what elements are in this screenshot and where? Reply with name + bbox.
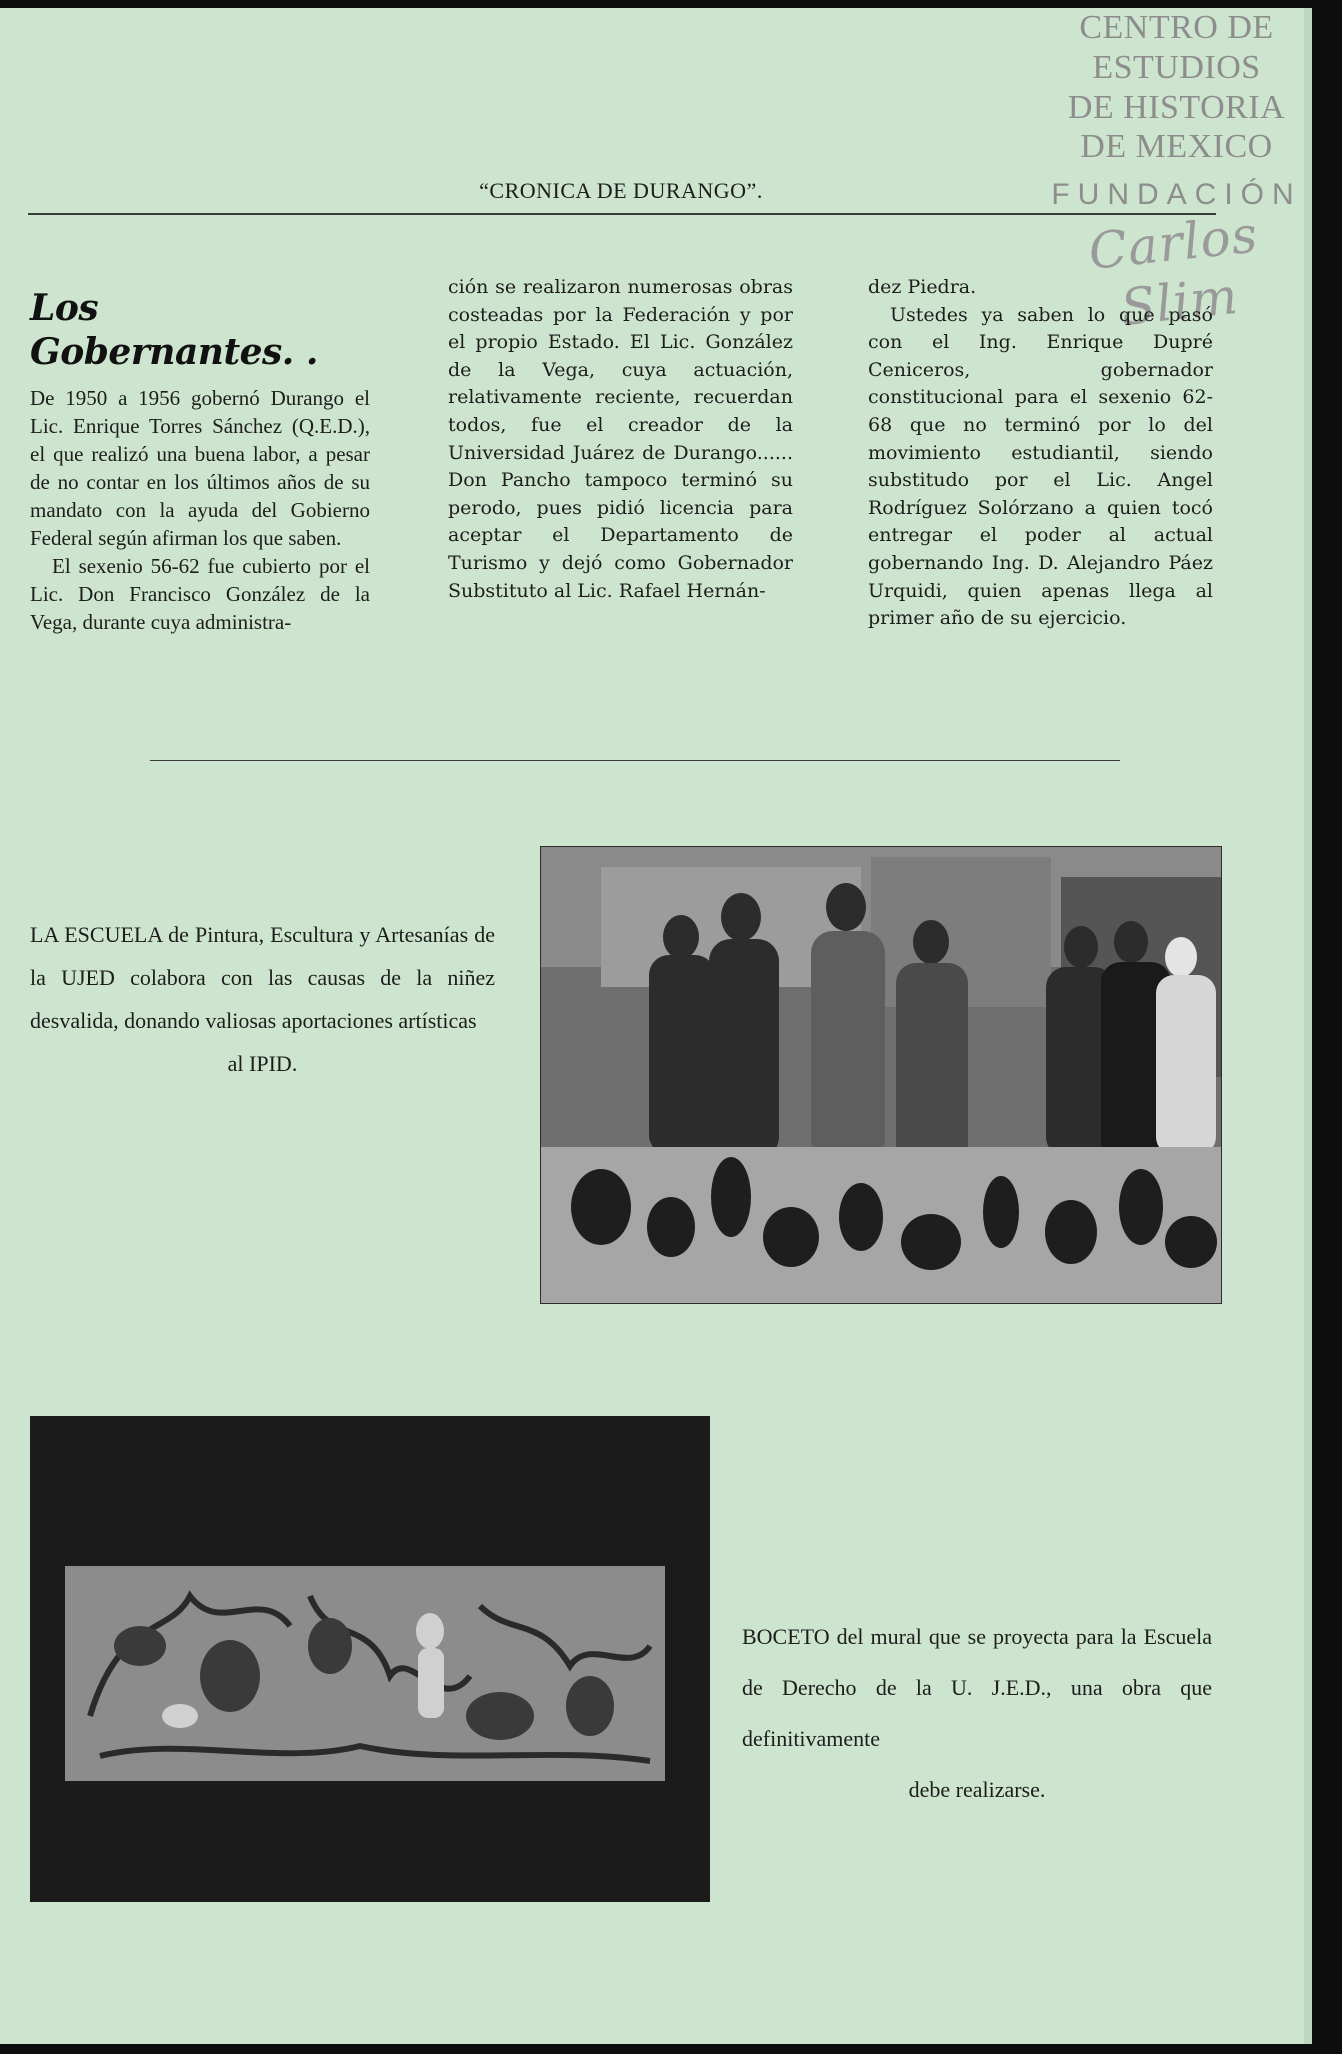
section-divider bbox=[150, 760, 1120, 761]
article-column-2 bbox=[448, 274, 793, 605]
article-paragraph: De 1950 a 1956 gobernó Durango el Lic. Enrique Torres Sánchez (Q.E.D.), el que realizó una buena labor, a pesar de no contar en los últimos años de su mandato con la ayuda del Gobierno Federal según afirman los que saben. bbox=[30, 386, 370, 550]
header-rule bbox=[28, 213, 1216, 215]
escuela-caption bbox=[30, 913, 495, 1085]
boceto-caption bbox=[742, 1611, 1212, 1815]
article-paragraph: ción se realizaron numerosas obras costeadas por la Federación y por el propio Estado. El Lic. González de la Vega, cuya actuación, relativamente reciente, recuerdan todos, fue el creador de la Universidad Juárez de Durango...... Don Pancho tampoco terminó su perodo, pues pidió licencia para aceptar el Departamento de Turismo y dejó como Gobernador Substituto al Lic. Rafael Hernán- bbox=[448, 276, 793, 602]
article-column-1 bbox=[30, 286, 370, 636]
caption-body: de Pintura, Escultura y Artesanías de la UJED colabora con las causas de la niñez desvalida, donando valiosas aportaciones artísticas bbox=[30, 922, 496, 1033]
article-title: Los Gobernantes. . bbox=[30, 287, 318, 373]
newspaper-clipping bbox=[0, 8, 1312, 2044]
article-paragraph: El sexenio 56-62 fue cubierto por el Lic. Don Francisco González de la Vega, durante cuya administra- bbox=[30, 554, 370, 634]
mural-sketch-photo bbox=[30, 1416, 710, 1902]
caption-last-line: al IPID. bbox=[227, 1051, 298, 1076]
watermark-signature: Carlos Slim bbox=[1085, 205, 1261, 337]
watermark-institution: CENTRO DE ESTUDIOS DE HISTORIA DE MEXICO bbox=[1067, 9, 1286, 166]
exhibition-photo bbox=[540, 846, 1222, 1304]
exhibition-photo-image bbox=[541, 847, 1221, 1303]
mural-sketch-image bbox=[30, 1416, 710, 1902]
caption-lead: BOCETO bbox=[742, 1624, 830, 1649]
article-paragraph: Ustedes ya saben lo que pasó con el Ing. Enrique Dupré Ceniceros, gobernador constitucional para el sexenio 62-68 que no terminó por lo del movimiento estudiantil, siendo substitudo por el Lic. Angel Rodríguez Solórzano a quien tocó entregar el poder al actual gobernando Ing. D. Alejandro Páez Urquidi, quien apenas llega al primer año de su ejercicio. bbox=[868, 303, 1213, 630]
caption-last-line: debe realizarse. bbox=[908, 1777, 1046, 1802]
article-column-3 bbox=[868, 274, 1213, 633]
caption-body: del mural que se proyecta para la Escuela de Derecho de la U. J.E.D., una obra que definitivamente bbox=[742, 1624, 1212, 1751]
article-paragraph: dez Piedra. bbox=[868, 276, 977, 298]
page-header: “CRONICA DE DURANGO”. bbox=[479, 178, 763, 203]
caption-lead: LA ESCUELA bbox=[30, 922, 163, 947]
watermark-foundation: FUNDACIÓN bbox=[1051, 178, 1302, 212]
